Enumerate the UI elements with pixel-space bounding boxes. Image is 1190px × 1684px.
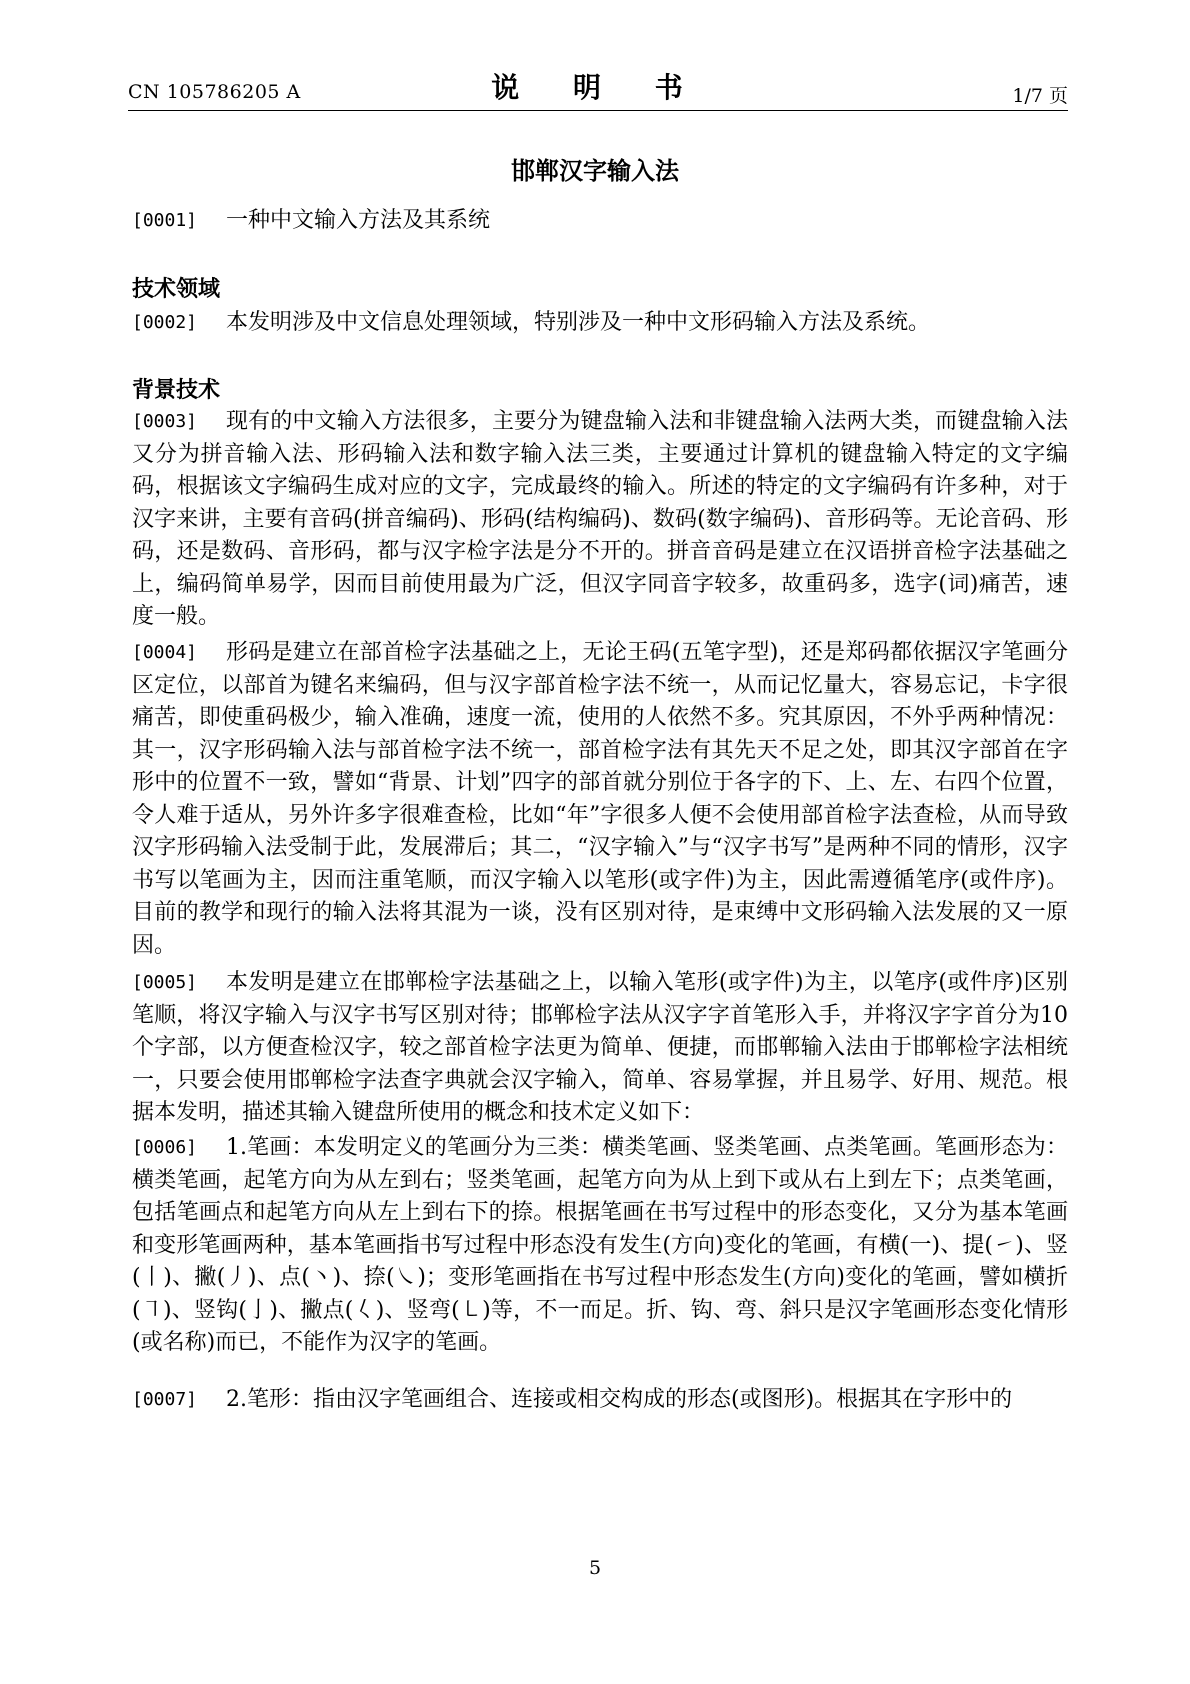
paragraph-number: [0002] (132, 312, 198, 333)
paragraph-number: [0005] (132, 972, 198, 993)
paragraph-text: 1.笔画：本发明定义的笔画分为三类：横类笔画、竖类笔画、点类笔画。笔画形态为：横类笔画，起笔方向为从左到右；竖类笔画，起笔方向为从上到下或从右上到左下；点类笔画，包括笔画点和起笔方向从左上到右下的捺。根据笔画在书写过程中的形态变化，又分为基本笔画和变形笔画两种，基本笔画指书写过程中形态没有发生(方向)变化的笔画，有横(一)、提(㇀)、竖(丨)、撇(丿)、点(丶)、捺(㇏)；变形笔画指在书写过程中形态发生(方向)变化的笔画，譬如横折(㇕)、竖钩(亅)、撇点(𡿨)、竖弯(㇄)等，不一而足。折、钩、弯、斜只是汉字笔画形态变化情形(或名称)而已，不能作为汉字的笔画。 (132, 1135, 1068, 1355)
paragraph-0001 (132, 205, 1068, 238)
paragraph-number: [0006] (132, 1137, 198, 1158)
paragraph-text: 2.笔形：指由汉字笔画组合、连接或相交构成的形态(或图形)。根据其在字形中的 (226, 1387, 1013, 1412)
patent-number: CN 105786205 A (128, 81, 301, 103)
page-header (128, 66, 1068, 111)
paragraph-text: 本发明涉及中文信息处理领域，特别涉及一种中文形码输入方法及系统。 (226, 310, 931, 335)
paragraph-number: [0004] (132, 642, 198, 663)
paragraph-0003 (132, 406, 1068, 634)
section-heading-background: 背景技术 (132, 378, 221, 403)
paragraph-text: 本发明是建立在邯郸检字法基础之上，以输入笔形(或字件)为主，以笔序(或件序)区别笔顺，将汉字输入与汉字书写区别对待；邯郸检字法从汉字字首笔形入手，并将汉字字首分为10个字部，以方便查检汉字，较之部首检字法更为简单、便捷，而邯郸输入法由于邯郸检字法相统一，只要会使用邯郸检字法查字典就会汉字输入，简单、容易掌握，并且易学、好用、规范。根据本发明，描述其输入键盘所使用的概念和技术定义如下： (132, 970, 1068, 1125)
paragraph-text: 一种中文输入方法及其系统 (226, 208, 491, 233)
paragraph-text: 现有的中文输入方法很多，主要分为键盘输入法和非键盘输入法两大类，而键盘输入法又分为拼音输入法、形码输入法和数字输入法三类，主要通过计算机的键盘输入特定的文字编码，根据该文字编码生成对应的文字，完成最终的输入。所述的特定的文字编码有许多种，对于汉字来讲，主要有音码(拼音编码)、形码(结构编码)、数码(数字编码)、音形码等。无论音码、形码，还是数码、音形码，都与汉字检字法是分不开的。拼音音码是建立在汉语拼音检字法基础之上，编码简单易学，因而目前使用最为广泛，但汉字同音字较多，故重码多，选字(词)痛苦，速度一般。 (132, 409, 1068, 629)
paragraph-0004 (132, 637, 1068, 962)
paragraph-0005 (132, 967, 1068, 1130)
paragraph-0002 (132, 307, 1068, 340)
paragraph-number: [0003] (132, 411, 198, 432)
paragraph-0007 (132, 1384, 1068, 1417)
page-number: 5 (588, 1557, 602, 1579)
page-indicator: 1/7 页 (1012, 85, 1068, 107)
section-heading-tech-field: 技术领域 (132, 277, 221, 302)
paragraph-0006 (132, 1132, 1068, 1360)
paragraph-number: [0007] (132, 1389, 198, 1410)
document-type: 说 明 书 (491, 71, 705, 104)
document-title: 邯郸汉字输入法 (511, 157, 679, 185)
paragraph-number: [0001] (132, 210, 198, 231)
paragraph-text: 形码是建立在部首检字法基础之上，无论王码(五笔字型)，还是郑码都依据汉字笔画分区定位，以部首为键名来编码，但与汉字部首检字法不统一，从而记忆量大，容易忘记，卡字很痛苦，即使重码极少，输入准确，速度一流，使用的人依然不多。究其原因，不外乎两种情况：其一，汉字形码输入法与部首检字法不统一，部首检字法有其先天不足之处，即其汉字部首在字形中的位置不一致，譬如“背景、计划”四字的部首就分别位于各字的下、上、左、右四个位置，令人难于适从，另外许多字很难查检，比如“年”字很多人便不会使用部首检字法查检，从而导致汉字形码输入法受制于此，发展滞后；其二，“汉字输入”与“汉字书写”是两种不同的情形，汉字书写以笔画为主，因而注重笔顺，而汉字输入以笔形(或字件)为主，因此需遵循笔序(或件序)。目前的教学和现行的输入法将其混为一谈，没有区别对待，是束缚中文形码输入法发展的又一原因。 (132, 640, 1068, 958)
